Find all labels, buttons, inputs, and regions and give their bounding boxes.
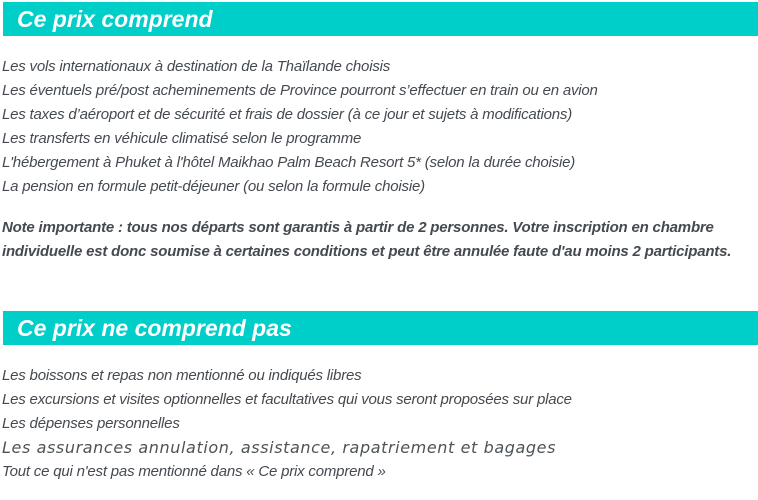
not-included-item-insurance: Les assurances annulation, assistance, rapatriement et bagages bbox=[2, 438, 557, 457]
important-note-line: individuelle est donc soumise à certaines conditions et peut être annulée faute d'au moins 2 participants. bbox=[2, 243, 732, 260]
included-item: La pension en formule petit-déjeuner (ou selon la formule choisie) bbox=[2, 178, 425, 195]
section-price-included bbox=[0, 2, 758, 264]
important-note bbox=[2, 216, 758, 264]
section-not-included-header-bar bbox=[3, 311, 758, 345]
important-note-line: Note importante : tous nos départs sont garantis à partir de 2 personnes. Votre inscription en chambre bbox=[2, 219, 714, 236]
not-included-item: Les dépenses personnelles bbox=[2, 415, 180, 432]
section-included-body bbox=[0, 55, 758, 264]
included-item: L'hébergement à Phuket à l'hôtel Maikhao Palm Beach Resort 5* (selon la durée choisie) bbox=[2, 154, 576, 171]
section-price-not-included bbox=[0, 311, 758, 484]
section-included-title: Ce prix comprend bbox=[17, 5, 213, 32]
not-included-item: Tout ce qui n'est pas mentionné dans « Ce prix comprend » bbox=[2, 463, 386, 480]
included-item: Les vols internationaux à destination de la Thaïlande choisis bbox=[2, 58, 391, 75]
not-included-item: Les excursions et visites optionnelles et facultatives qui vous seront proposées sur place bbox=[2, 391, 572, 408]
section-included-header-bar bbox=[3, 2, 758, 36]
not-included-item: Les boissons et repas non mentionné ou indiqués libres bbox=[2, 367, 362, 384]
included-item: Les éventuels pré/post acheminements de Province pourront s’effectuer en train ou en avion bbox=[2, 82, 598, 99]
included-item: Les transferts en véhicule climatisé selon le programme bbox=[2, 130, 362, 147]
section-not-included-body bbox=[0, 364, 758, 484]
section-not-included-title: Ce prix ne comprend pas bbox=[17, 314, 292, 341]
included-item: Les taxes d’aéroport et de sécurité et frais de dossier (à ce jour et sujets à modifications) bbox=[2, 106, 573, 123]
